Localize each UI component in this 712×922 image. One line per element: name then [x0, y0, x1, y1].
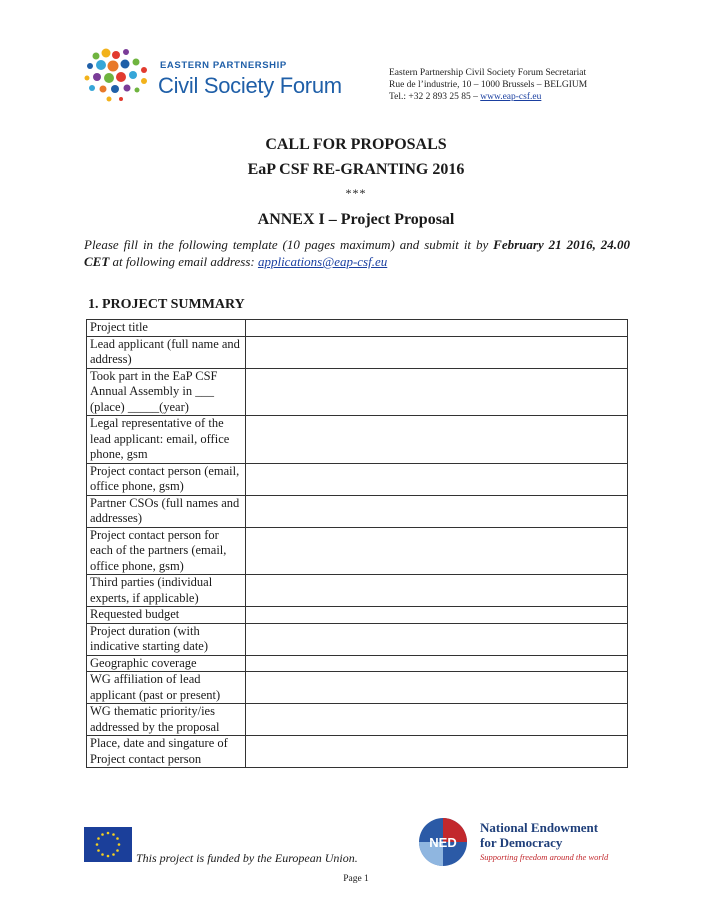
row-label: Lead applicant (full name and address) [87, 336, 246, 368]
row-label: Legal representative of the lead applicant: email, office phone, gsm [87, 416, 246, 464]
row-label: Place, date and singature of Project contact person [87, 736, 246, 768]
phone-text: Tel.: +32 2 893 25 85 – [389, 92, 481, 102]
ned-name-line: for Democracy [480, 835, 563, 850]
table-row [87, 672, 628, 704]
row-label: Took part in the EaP CSF Annual Assembly in ___ (place) _____(year) [87, 368, 246, 416]
ned-globe-icon [418, 817, 468, 867]
table-row [87, 336, 628, 368]
row-value-cell[interactable] [246, 672, 628, 704]
row-value-cell[interactable] [246, 704, 628, 736]
email-link[interactable]: applications@eap-csf.eu [257, 254, 388, 269]
logo-title: Civil Society Forum [158, 73, 342, 98]
row-value-cell[interactable] [246, 495, 628, 527]
instruction-text: Please fill in the following template (10 pages maximum) and submit it by [84, 237, 494, 252]
project-summary-table [86, 319, 628, 768]
row-value-cell[interactable] [246, 623, 628, 655]
row-value-cell[interactable] [246, 575, 628, 607]
row-value-cell[interactable] [246, 368, 628, 416]
table-row [87, 704, 628, 736]
table-row [87, 527, 628, 575]
row-label: Geographic coverage [87, 655, 246, 672]
table-row [87, 463, 628, 495]
website-link[interactable]: www.eap-csf.eu [480, 92, 542, 102]
secretariat-address [389, 67, 587, 103]
instructions [84, 236, 630, 270]
separator-stars: *** [345, 186, 367, 200]
dots-cluster-icon [82, 48, 156, 106]
eap-csf-logo [82, 48, 342, 106]
annex-title: ANNEX I – Project Proposal [257, 211, 455, 228]
ned-badge-text: NED [429, 835, 457, 850]
table-row [87, 736, 628, 768]
ned-name [480, 820, 598, 850]
eu-flag-icon [84, 827, 132, 862]
row-label: Project contact person for each of the partners (email, office phone, gsm) [87, 527, 246, 575]
row-label: Third parties (individual experts, if applicable) [87, 575, 246, 607]
table-row [87, 607, 628, 624]
table-row [87, 320, 628, 337]
row-label: Partner CSOs (full names and addresses) [87, 495, 246, 527]
instruction-text: at following email address: [109, 254, 258, 269]
logo-subtitle: EASTERN PARTNERSHIP [160, 60, 287, 71]
call-title: CALL FOR PROPOSALS [265, 136, 447, 153]
table-row [87, 368, 628, 416]
row-value-cell[interactable] [246, 463, 628, 495]
address-line [389, 91, 587, 103]
page-number: Page 1 [343, 874, 369, 884]
row-label: WG thematic priority/ies addressed by the proposal [87, 704, 246, 736]
row-value-cell[interactable] [246, 320, 628, 337]
row-label: Project title [87, 320, 246, 337]
row-value-cell[interactable] [246, 527, 628, 575]
row-value-cell[interactable] [246, 336, 628, 368]
row-value-cell[interactable] [246, 416, 628, 464]
table-row [87, 623, 628, 655]
eu-funding-text: This project is funded by the European Union. [136, 851, 358, 865]
row-value-cell[interactable] [246, 655, 628, 672]
row-label: Requested budget [87, 607, 246, 624]
row-label: Project contact person (email, office phone, gsm) [87, 463, 246, 495]
section-heading: 1. PROJECT SUMMARY [88, 297, 245, 312]
row-label: Project duration (with indicative starting date) [87, 623, 246, 655]
table-row [87, 655, 628, 672]
table-row [87, 416, 628, 464]
address-line: Rue de l’industrie, 10 – 1000 Brussels – BELGIUM [389, 80, 588, 90]
row-value-cell[interactable] [246, 736, 628, 768]
table-row [87, 495, 628, 527]
row-label: WG affiliation of lead applicant (past or present) [87, 672, 246, 704]
table-row [87, 575, 628, 607]
ned-name-line: National Endowment [480, 820, 599, 835]
ned-tagline: Supporting freedom around the world [480, 852, 609, 862]
row-value-cell[interactable] [246, 607, 628, 624]
address-line: Eastern Partnership Civil Society Forum Secretariat [389, 68, 587, 78]
regranting-title: EaP CSF RE-GRANTING 2016 [247, 161, 465, 178]
deadline-text: February 21 2016, 24.00 CET [84, 237, 630, 269]
